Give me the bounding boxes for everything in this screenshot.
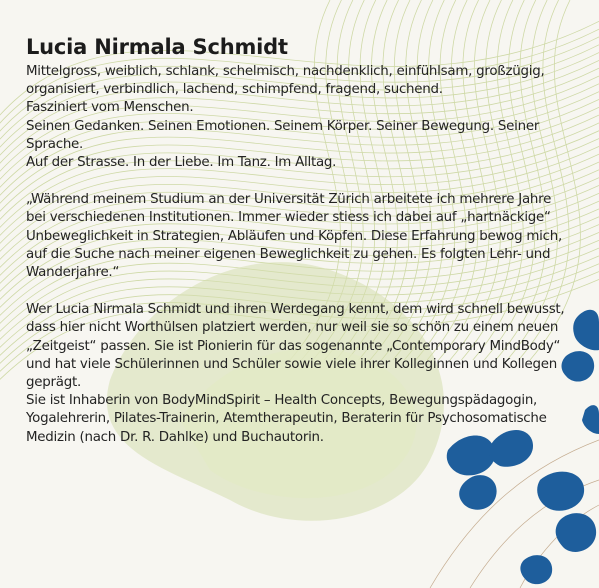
- quote-line: „Während meinem Studium an der Universität Zürich arbeitete ich mehrere Jahre: [26, 192, 552, 208]
- intro-line: Seinen Gedanken. Seinen Emotionen. Seinem Körper. Seiner Bewegung. Seiner: [26, 118, 540, 134]
- bio-paragraph: [26, 301, 574, 447]
- quote-line: auf die Suche nach meiner eigenen Beweglichkeit zu gehen. Es folgten Lehr- und: [26, 246, 551, 262]
- bio-line: Yogalehrerin, Pilates-Trainerin, Atemtherapeutin, Beraterin für Psychosomatische: [26, 411, 547, 427]
- page-title: Lucia Nirmala Schmidt: [26, 35, 288, 59]
- quote-line: bei verschiedenen Institutionen. Immer wieder stiess ich dabei auf „hartnäckige“: [26, 210, 551, 226]
- intro-line: Fasziniert vom Menschen.: [26, 100, 194, 116]
- bio-line: Sie ist Inhaberin von BodyMindSpirit – Health Concepts, Bewegungspädagogin,: [26, 393, 538, 409]
- intro-line: Auf der Strasse. In der Liebe. Im Tanz. Im Alltag.: [26, 155, 337, 171]
- intro-line: organisiert, verbindlich, lachend, schimpfend, fragend, suchend.: [26, 82, 443, 98]
- intro-line: Mittelgross, weiblich, schlank, schelmisch, nachdenklich, einfühlsam, großzügig,: [26, 64, 545, 79]
- bio-line: geprägt.: [26, 375, 81, 391]
- bio-line: „Zeitgeist“ passen. Sie ist Pionierin für das sogenannte „Contemporary MindBody“: [26, 338, 561, 354]
- quote-line: Unbeweglichkeit in Strategien, Abläufen und Köpfen. Diese Erfahrung bewog mich,: [26, 228, 562, 244]
- intro-line: Sprache.: [26, 136, 84, 152]
- bio-line: dass hier nicht Worthülsen platziert werden, nur weil sie so schön zu einem neuen: [26, 320, 559, 336]
- intro-paragraph: [26, 63, 574, 172]
- paragraph-spacer: [26, 172, 574, 191]
- paragraph-spacer: [26, 282, 574, 301]
- quote-line: Wanderjahre.“: [26, 265, 120, 281]
- quote-paragraph: [26, 191, 574, 282]
- text-content: [26, 33, 574, 447]
- bio-line: Wer Lucia Nirmala Schmidt und ihren Werdegang kennt, dem wird schnell bewusst,: [26, 302, 565, 318]
- bio-line: Medizin (nach Dr. R. Dahlke) und Buchautorin.: [26, 429, 324, 445]
- bio-line: und hat viele Schülerinnen und Schüler sowie viele ihrer Kolleginnen und Kollegen: [26, 356, 557, 372]
